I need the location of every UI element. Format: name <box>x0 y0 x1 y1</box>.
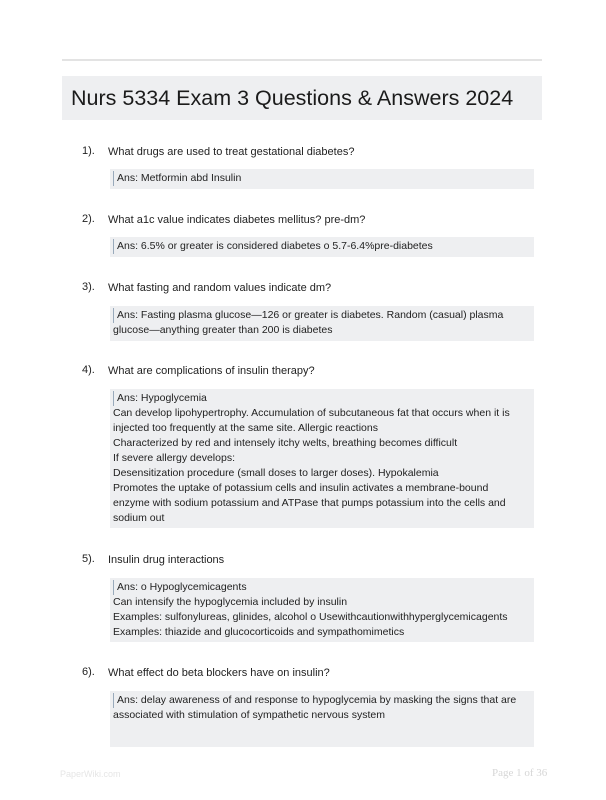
answer-line: Examples: thiazide and glucocorticoids and sympathomimetics <box>113 626 405 638</box>
answer-line: glucose—anything greater than 200 is diabetes <box>113 324 333 336</box>
answer-line: Examples: sulfonylureas, glinides, alcohol o Usewithcautionwithhyperglycemicagents <box>113 611 508 623</box>
title-banner <box>62 76 542 120</box>
answer-box <box>110 578 534 642</box>
top-divider <box>62 59 542 61</box>
answer-box <box>110 389 534 528</box>
answer-line: Can develop lipohypertrophy. Accumulation of subcutaneous fat that occurs when it is <box>113 407 510 419</box>
answer-line: Ans: o Hypoglycemicagents <box>113 580 528 595</box>
footer-watermark: PaperWiki.com <box>60 769 121 779</box>
answer-line: Desensitization procedure (small doses to larger doses). Hypokalemia <box>113 467 439 479</box>
answer-box <box>110 237 534 257</box>
question-text: What effect do beta blockers have on insulin? <box>108 667 330 679</box>
answer-line: If severe allergy develops: <box>113 452 235 464</box>
answer-line: Promotes the uptake of potassium cells and insulin activates a membrane-bound <box>113 482 489 494</box>
answer-box <box>110 169 534 189</box>
question-number: 4). <box>82 364 95 376</box>
question-text: What are complications of insulin therapy? <box>108 365 315 377</box>
answer-line: Ans: Fasting plasma glucose—126 or greater is diabetes. Random (casual) plasma <box>113 308 528 323</box>
answer-line: injected too frequently at the same site. Allergic reactions <box>113 422 378 434</box>
question-number: 2). <box>82 213 95 225</box>
answer-line: associated with stimulation of sympathetic nervous system <box>113 709 385 721</box>
question-number: 3). <box>82 281 95 293</box>
answer-box <box>110 306 534 341</box>
question-text: What a1c value indicates diabetes mellitus? pre-dm? <box>108 214 366 226</box>
answer-box <box>110 691 534 747</box>
page-number: Page 1 of 36 <box>492 767 548 779</box>
answer-line: Ans: delay awareness of and response to hypoglycemia by masking the signs that are <box>113 693 528 708</box>
answer-line: enzyme with sodium potassium and ATPase that pumps potassium into the cells and <box>113 497 506 509</box>
question-text: What drugs are used to treat gestational diabetes? <box>108 146 355 158</box>
question-number: 5). <box>82 553 95 565</box>
answer-line: Ans: 6.5% or greater is considered diabetes o 5.7-6.4%pre-diabetes <box>113 239 528 254</box>
page-title: Nurs 5334 Exam 3 Questions & Answers 2024 <box>71 86 514 110</box>
answer-line: Can intensify the hypoglycemia included by insulin <box>113 596 348 608</box>
question-number: 1). <box>82 145 95 157</box>
answer-line: sodium out <box>113 512 165 524</box>
question-text: Insulin drug interactions <box>108 554 225 566</box>
answer-line: Ans: Metformin abd Insulin <box>113 171 528 186</box>
answer-line: Characterized by red and intensely itchy welts, breathing becomes difficult <box>113 437 458 449</box>
answer-line: Ans: Hypoglycemia <box>113 391 528 406</box>
question-text: What fasting and random values indicate dm? <box>108 282 332 294</box>
question-number: 6). <box>82 666 95 678</box>
